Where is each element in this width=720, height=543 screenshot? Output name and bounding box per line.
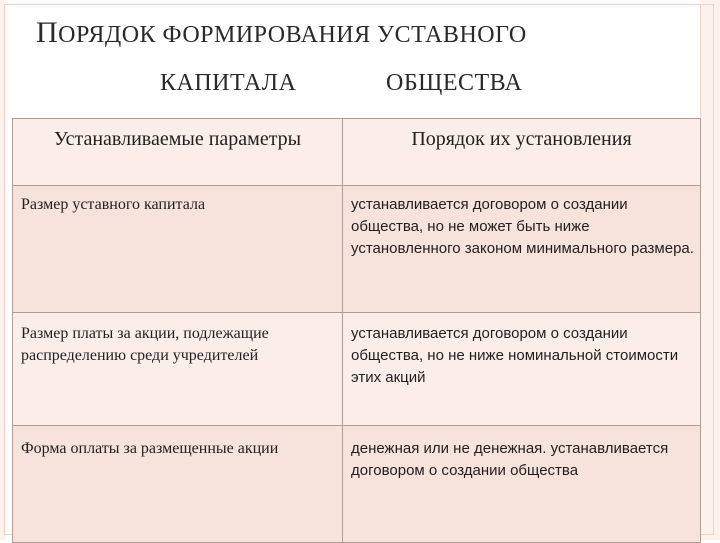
table-row xyxy=(13,426,701,543)
table-row xyxy=(13,186,701,313)
title-line-1-rest: ОРЯДОК ФОРМИРОВАНИЯ УСТАВНОГО xyxy=(58,22,527,48)
param-cell: Размер уставного капитала xyxy=(13,186,343,313)
title-line-2-a: КАПИТАЛА xyxy=(160,70,297,96)
order-cell: устанавливается договором о создании общества, но не может быть ниже установленного законом минимального размера. xyxy=(343,186,701,313)
capital-formation-table xyxy=(12,118,701,543)
title-initial: П xyxy=(36,16,59,49)
param-cell: Форма оплаты за размещенные акции xyxy=(13,426,343,543)
table-row xyxy=(13,313,701,426)
table-header-row xyxy=(13,119,701,186)
header-params: Устанавливаемые параметры xyxy=(13,119,343,186)
order-cell: устанавливается договором о создании общества, но не ниже номинальной стоимости этих акций xyxy=(343,313,701,426)
header-order: Порядок их установления xyxy=(343,119,701,186)
order-cell: денежная или не денежная. устанавливается договором о создании общества xyxy=(343,426,701,543)
title-line-1 xyxy=(36,16,527,50)
title-line-2-b: ОБЩЕСТВА xyxy=(386,70,523,96)
param-cell: Размер платы за акции, подлежащие распределению среди учредителей xyxy=(13,313,343,426)
